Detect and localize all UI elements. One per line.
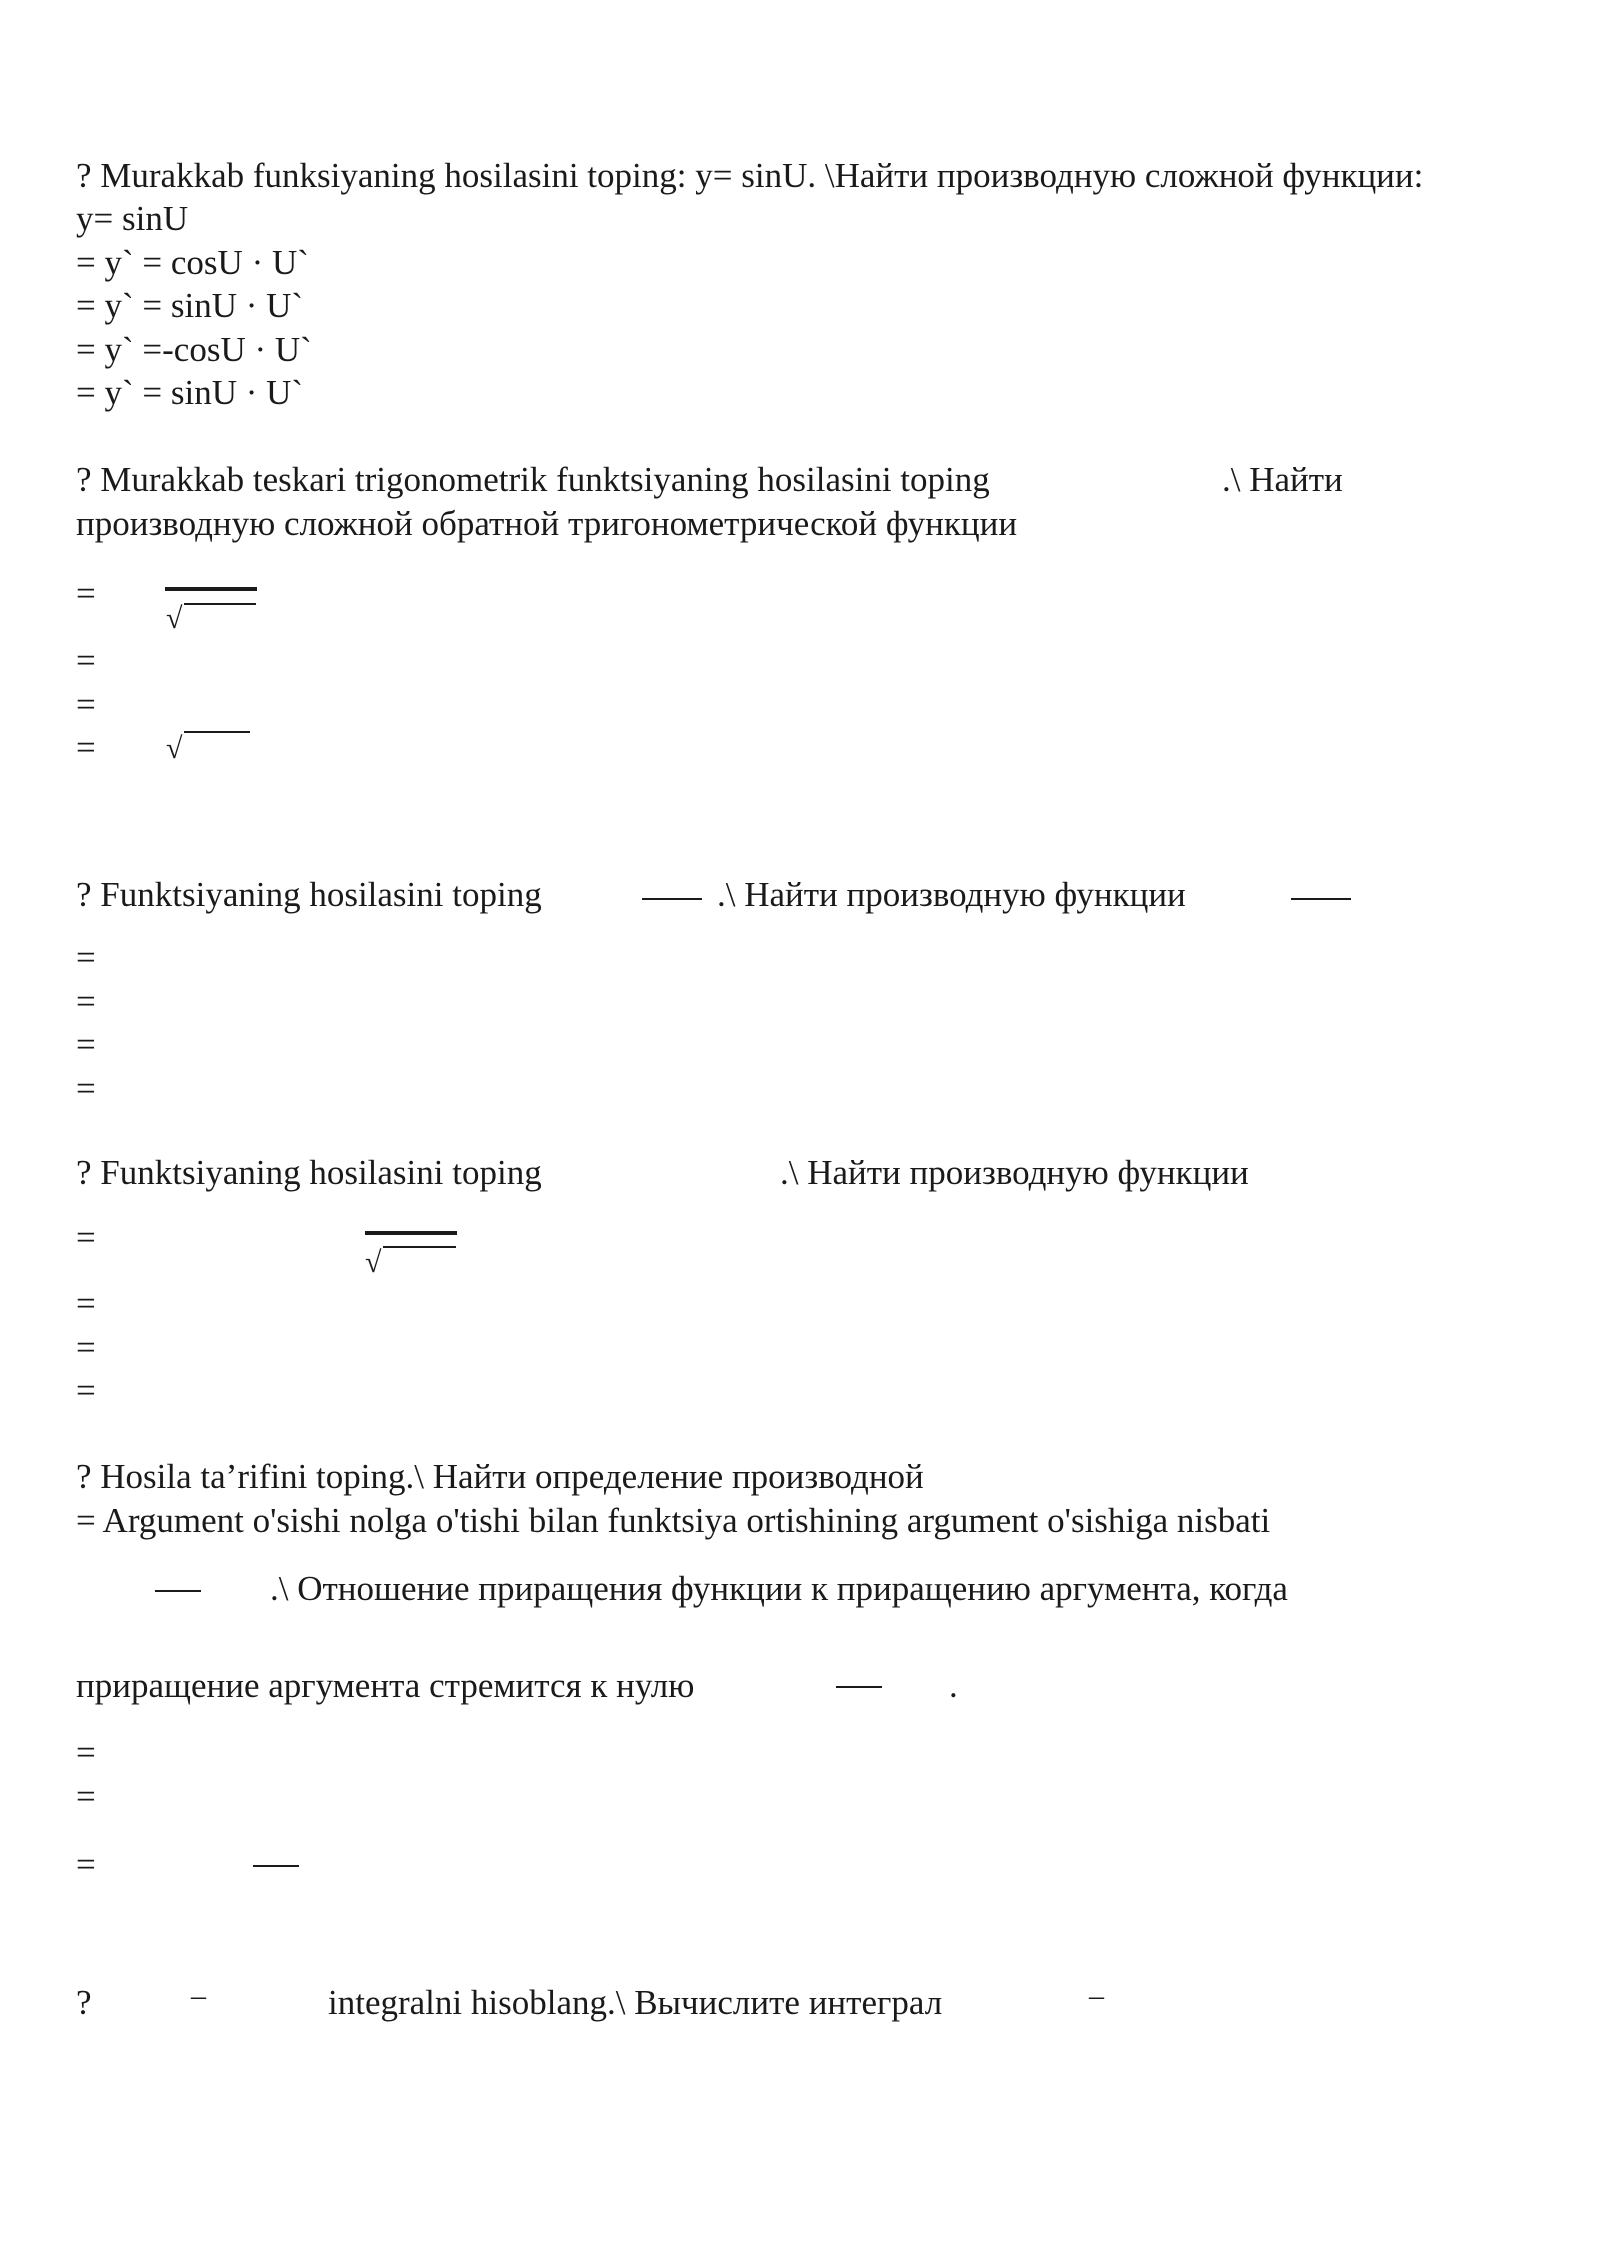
sqrt-sign: √ [365,1246,382,1279]
q1-question-cont: y= sinU [76,199,189,238]
fraction-bar [253,1865,299,1867]
q1-question: ? Murakkab funksiyaning hosilasini toping: y= sinU. \Найти производную сложной функции: [76,156,1424,195]
q3-question-tail: .\ Найти производную функции [717,875,1186,914]
q5-answer-3: = [76,1777,96,1816]
q1-answer-4: = y` = sinU · U` [76,373,304,412]
fraction-bar [155,1590,201,1592]
fraction-bar [165,587,257,591]
q2-answer-3: = [76,685,96,724]
minus-sign: – [1089,1979,1104,2012]
q6-question-mark: ? [76,1983,92,2022]
q1-answer-3: = y` =-cosU · U` [76,330,312,369]
q3-question: ? Funktsiyaning hosilasini toping [76,875,542,914]
q5-answer-2: = [76,1733,96,1772]
sqrt-overline [184,731,250,733]
q5-answer-1-ru: .\ Отношение приращения функции к приращению аргумента, когда [270,1569,1288,1608]
q6-question: integralni hisoblang.\ Вычислите интеграл [328,1983,943,2022]
q5-answer-4: = [76,1845,96,1884]
fraction-bar [642,898,702,900]
q3-answer-2: = [76,982,96,1021]
q2-question-cont: производную сложной обратной тригонометрической функции [76,504,1018,543]
q2-question: ? Murakkab teskari trigonometrik funktsiyaning hosilasini toping [76,460,990,499]
q4-answer-1: = [76,1218,96,1257]
q2-question-tail: .\ Найти [1222,460,1343,499]
q5-answer-1-end: . [949,1666,958,1705]
q1-answer-2: = y` = sinU · U` [76,286,304,325]
q2-answer-4: = [76,728,96,767]
sqrt-overline [383,1246,456,1248]
q1-answer-1: = y` = cosU · U` [76,243,309,282]
fraction-bar [365,1231,457,1235]
sqrt-overline [184,603,256,605]
fraction-bar [1291,898,1351,900]
q5-question: ? Hosila ta’rifini toping.\ Найти определение производной [76,1457,924,1496]
q2-answer-1: = [76,574,96,613]
q4-question-tail: .\ Найти производную функции [780,1153,1249,1192]
q4-question: ? Funktsiyaning hosilasini toping [76,1153,542,1192]
minus-sign: – [191,1979,206,2012]
q5-answer-1: = Argument o'sishi nolga o'tishi bilan funktsiya ortishining argument o'sishiga nisbati [76,1501,1271,1540]
sqrt-sign: √ [166,732,183,765]
q5-answer-1-ru-cont: приращение аргумента стремится к нулю [76,1666,695,1705]
q3-answer-3: = [76,1025,96,1064]
q4-answer-3: = [76,1328,96,1367]
q3-answer-1: = [76,938,96,977]
q4-answer-4: = [76,1371,96,1410]
sqrt-sign: √ [166,602,183,635]
q4-answer-2: = [76,1284,96,1323]
q2-answer-2: = [76,641,96,680]
fraction-bar [836,1686,882,1688]
q3-answer-4: = [76,1069,96,1108]
